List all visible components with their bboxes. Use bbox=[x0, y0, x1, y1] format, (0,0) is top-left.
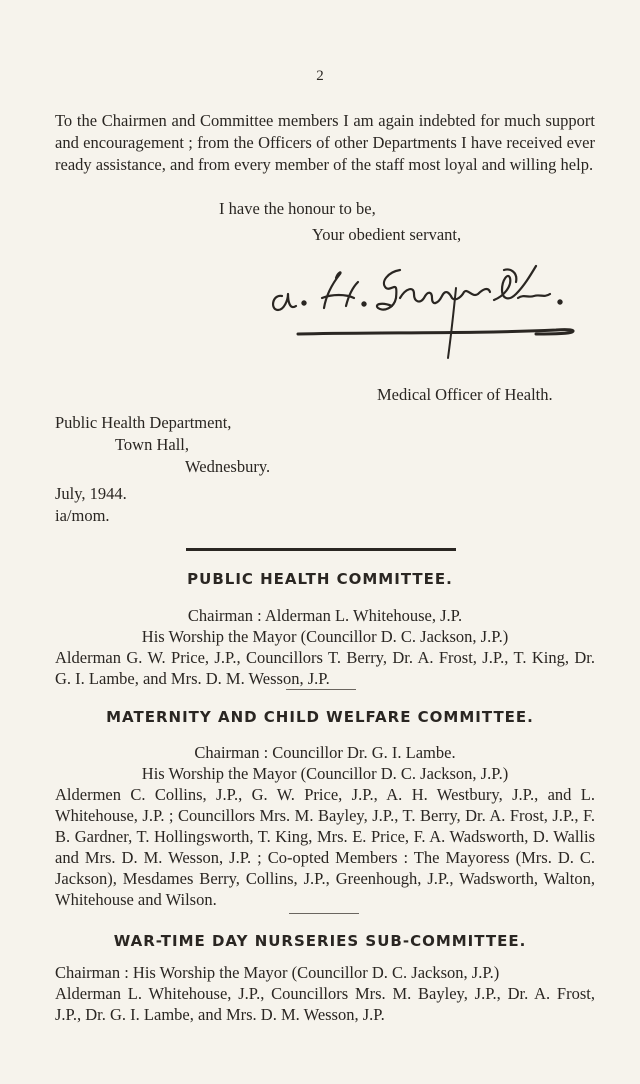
address-block bbox=[55, 412, 270, 478]
mayor-line: His Worship the Mayor (Councillor D. C. Jackson, J.P.) bbox=[141, 764, 509, 783]
closing-line: I have the honour to be, bbox=[219, 199, 376, 218]
section-divider bbox=[286, 689, 356, 690]
chairman-line: Chairman : Alderman L. Whitehouse, J.P. bbox=[187, 606, 463, 625]
chairman-line: Chairman : Councillor Dr. G. I. Lambe. bbox=[194, 743, 456, 762]
address-line-building: Town Hall, bbox=[115, 435, 190, 454]
section-divider bbox=[186, 548, 456, 551]
section-heading-maternity: MATERNITY AND CHILD WELFARE COMMITTEE. bbox=[106, 708, 534, 726]
address-line-town: Wednesbury. bbox=[185, 457, 271, 476]
section-body-public-health bbox=[55, 605, 595, 689]
officer-title: Medical Officer of Health. bbox=[377, 385, 553, 404]
signature-drawing bbox=[268, 258, 613, 370]
signature bbox=[268, 258, 613, 370]
section-heading-day-nurseries: WAR-TIME DAY NURSERIES SUB-COMMITTEE. bbox=[113, 932, 527, 950]
reference: ia/mom. bbox=[55, 506, 110, 525]
date-block bbox=[55, 483, 127, 527]
address-line-department: Public Health Department, bbox=[55, 413, 232, 432]
members-text: Aldermen C. Collins, J.P., G. W. Price, J.P., A. H. Westbury, J.P., and L. Whitehouse, J.P. ; Councillors Mrs. M. Bayley, J.P., T. Berry, Dr. A. Frost, J.P., F. B. Gardner, T. Hollingsworth, T. King, Mrs. E. Price, F. A. Wadsworth, D. Wallis and Mrs. D. M. Wesson, J.P. ; Co-opted Members : The Mayoress (Mrs. D. C. Jackson), Mesdames Berry, Collins, J.P., Greenhough, J.P., Wadsworth, Walton, Whitehouse and Wilson. bbox=[55, 785, 595, 909]
chairman-line: Chairman : His Worship the Mayor (Councillor D. C. Jackson, J.P.) bbox=[55, 963, 500, 982]
valediction: Your obedient servant, bbox=[312, 225, 462, 244]
mayor-line: His Worship the Mayor (Councillor D. C. Jackson, J.P.) bbox=[141, 627, 509, 646]
date: July, 1944. bbox=[55, 484, 127, 503]
members-text: Alderman L. Whitehouse, J.P., Councillors Mrs. M. Bayley, J.P., Dr. A. Frost, J.P., Dr. G. I. Lambe, and Mrs. D. M. Wesson, J.P. bbox=[55, 984, 595, 1024]
intro-paragraph: To the Chairmen and Committee members I am again indebted for much support and encouragement ; from the Officers of other Departments I have received ever ready assistance, and from every member of the staff most loyal and willing help. bbox=[55, 111, 595, 174]
section-body-maternity bbox=[55, 742, 595, 910]
section-body-day-nurseries bbox=[55, 962, 595, 1025]
section-divider bbox=[289, 913, 359, 914]
members-text: Alderman G. W. Price, J.P., Councillors T. Berry, Dr. A. Frost, J.P., T. King, Dr. G. I. Lambe, and Mrs. D. M. Wesson, J.P. bbox=[55, 648, 595, 688]
section-heading-public-health: PUBLIC HEALTH COMMITTEE. bbox=[187, 570, 453, 588]
page-number: 2 bbox=[316, 68, 324, 84]
